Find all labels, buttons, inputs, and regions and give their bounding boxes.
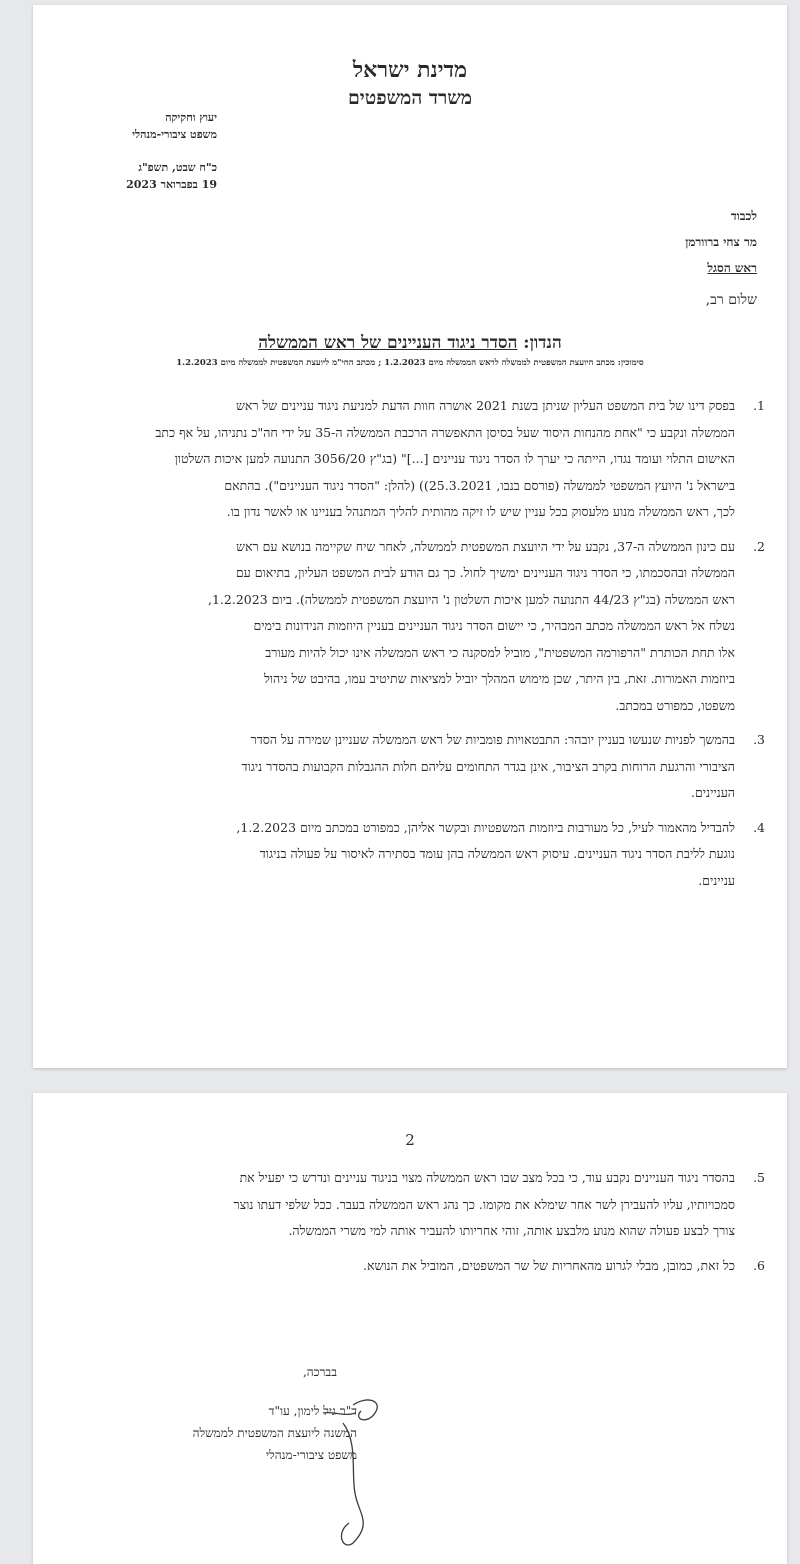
paragraph-number: 3. bbox=[753, 732, 765, 747]
paragraph-line: להבדיל מהאמור לעיל, כל מעורבות ביוזמות המשפטיות ובקשר אליהן, כמפורט במכתב מיום 1.2.2023, bbox=[236, 819, 735, 835]
numbered-paragraph bbox=[115, 393, 765, 526]
date-gregorian: 19 בפברואר 2023 bbox=[126, 178, 217, 191]
subject-prefix: הנדון: bbox=[523, 333, 562, 353]
paragraph-number: 2. bbox=[753, 538, 765, 554]
department-block bbox=[57, 109, 217, 193]
closing: בברכה, bbox=[302, 1365, 337, 1379]
signer-dept: משפט ציבורי-מנהלי bbox=[265, 1448, 357, 1462]
signer-title: המשנה ליועצת המשפטית לממשלה bbox=[192, 1426, 357, 1440]
subject-references: סימוכין: מכתב היועצת המשפטית לממשלה לראש הממשלה מיום 1.2.2023 ; מכתב החי"מ ליועצת המשפטית לממשלה מיום 1.2.2023 bbox=[176, 358, 644, 368]
paragraph-line: אלו תחת הכותרת "הרפורמה המשפטית", מוביל למסקנה כי ראש הממשלה אינו יכול להיות מעורב bbox=[265, 644, 735, 660]
paragraph-line: הממשלה ובהסכמתו, כי הסדר ניגוד העניינים ימשיך לחול. כך גם הודע לבית המשפט העליון, בתיאום עם bbox=[235, 565, 735, 580]
paragraph-line: הממשלה ונקבע כי "אחת מהנחות היסוד שעל בסיסן התאפשרה הרכבת הממשלה ה-35 על ידי חה"כ נתניהו, על אף כתב bbox=[155, 424, 735, 440]
paragraph-line: עם כינון הממשלה ה-37, נקבע על ידי היועצת המשפטית לממשלה, לאחר שיח שקיימה בנושא עם ראש bbox=[236, 538, 735, 554]
paragraph-text bbox=[115, 815, 735, 895]
paragraph-number: 5. bbox=[753, 1170, 765, 1185]
paragraph-line: בהסדר ניגוד העניינים נקבע עוד, כי בכל מצב שבו ראש הממשלה מצוי בניגוד עניינים ונדרש כי יפעיל את bbox=[239, 1170, 735, 1185]
dept-line-1: יעוץ וחקיקה bbox=[165, 111, 217, 124]
paragraph-text bbox=[115, 1165, 735, 1245]
handwritten-signature bbox=[283, 1383, 423, 1553]
paragraph-line: עניינים. bbox=[698, 872, 735, 888]
paragraph-number: 4. bbox=[753, 819, 765, 835]
paragraph-line: האישום התלוי ועומד נגדו, הייתה כי יערך לו הסדר ניגוד עניינים [...]" (בג"ץ 3056/20 התנועה למען איכות השלטון bbox=[174, 451, 735, 466]
paragraph-line: נשלח אל ראש הממשלה מכתב המבהיר, כי יישום הסדר ניגוד העניינים בעניין היוזמות הנידונות בימים bbox=[253, 618, 735, 633]
paragraph-line: לכך, ראש הממשלה מנוע מלעסוק בכל עניין שיש לו זיקה מהותית להליך המתנהל בעניינו או לאשר נדון בו. bbox=[226, 504, 735, 519]
paragraph-line: בפסק דינו של בית המשפט העליון שניתן בשנת 2021 אושרה חוות הדעת למניעת ניגוד עניינים של ראש bbox=[235, 398, 735, 413]
signer-name: ד"ר גיל לימון, עו"ד bbox=[268, 1404, 357, 1418]
paragraph-line: נוגעת לליבת הסדר ניגוד העניינים. עיסוק ראש הממשלה בהן עומד בסתירה לאיסור על פעולה בניגוד bbox=[259, 846, 735, 861]
paragraph-number: 1. bbox=[753, 398, 765, 413]
numbered-paragraph bbox=[115, 1165, 765, 1245]
paragraph-text bbox=[115, 534, 735, 720]
paragraph-line: בהמשך לפניות שנעשו בעניין יובהר: התבטאויות פומביות של ראש הממשלה שעניינן שמירה על הסדר bbox=[250, 732, 735, 747]
subject-text: הסדר ניגוד העניינים של ראש הממשלה bbox=[258, 333, 518, 353]
paragraph-line: ביוזמות האמורות. זאת, בין היתר, שכן מימוש המהלך יוביל למציאות שתיטיב עמו, בהיבט של ניהול bbox=[263, 671, 735, 686]
paragraph-line: כל זאת, כמובן, מבלי לגרוע מהאחריות של שר המשפטים, המוביל את הנושא. bbox=[363, 1257, 735, 1273]
paragraph-line: סמכויותיו, עליו להעבירן לשר אחר שימלא את מקומו. כך נהג ראש הממשלה בעבר. ככל שלפי דעתו נוצר bbox=[233, 1196, 735, 1212]
paragraph-line: העניינים. bbox=[690, 785, 735, 800]
paragraph-line: משפטו, כמפורט במכתב. bbox=[615, 697, 735, 713]
paragraph-line: הציבורי והרגעת הרוחות בקרב הציבור, אינן בגדר התחומים עליהם חלות ההגבלות הקבועות בהסדר ניגוד bbox=[241, 758, 735, 774]
numbered-paragraph bbox=[115, 727, 765, 807]
paragraph-number: 6. bbox=[753, 1257, 765, 1273]
numbered-paragraph bbox=[115, 815, 765, 895]
paragraph-text bbox=[115, 393, 735, 526]
paragraph-text bbox=[115, 1253, 735, 1280]
paragraph-text bbox=[115, 727, 735, 807]
paragraph-line: בישראל נ' היועץ המשפטי לממשלה (פורסם בנבו, 25.3.2021)) (להלן: "הסדר ניגוד העניינים"). בהתאם bbox=[224, 477, 735, 493]
numbered-paragraph bbox=[115, 1253, 765, 1280]
recipient-honorific: לכבוד bbox=[730, 209, 757, 223]
dept-line-2: משפט ציבורי-מנהלי bbox=[132, 128, 217, 141]
numbered-paragraph bbox=[115, 534, 765, 720]
page-number: 2 bbox=[405, 1131, 415, 1149]
date-hebrew: כ"ח שבט, תשפ"ג bbox=[138, 161, 217, 174]
letter-page-1 bbox=[33, 5, 787, 1068]
letter-page-2 bbox=[33, 1093, 787, 1564]
recipient-block bbox=[685, 203, 757, 281]
greeting: שלום רב, bbox=[705, 292, 757, 308]
subject-line bbox=[33, 333, 787, 353]
state-title: מדינת ישראל bbox=[352, 57, 468, 83]
paragraph-line: צורך לבצע פעולה שהוא מנוע מלבצע אותה, זוהי אחריותו להעביר אותה למי משרי הממשלה. bbox=[288, 1223, 735, 1238]
recipient-title: ראש הסגל bbox=[707, 261, 757, 275]
ministry-title: משרד המשפטים bbox=[347, 87, 473, 109]
paragraph-line: ראש הממשלה (בג"ץ 44/23 התנועה למען איכות השלטון נ' היועצת המשפטית לממשלה). ביום 1.2.2023, bbox=[208, 591, 735, 607]
recipient-name: מר צחי ברוורמן bbox=[685, 235, 757, 249]
